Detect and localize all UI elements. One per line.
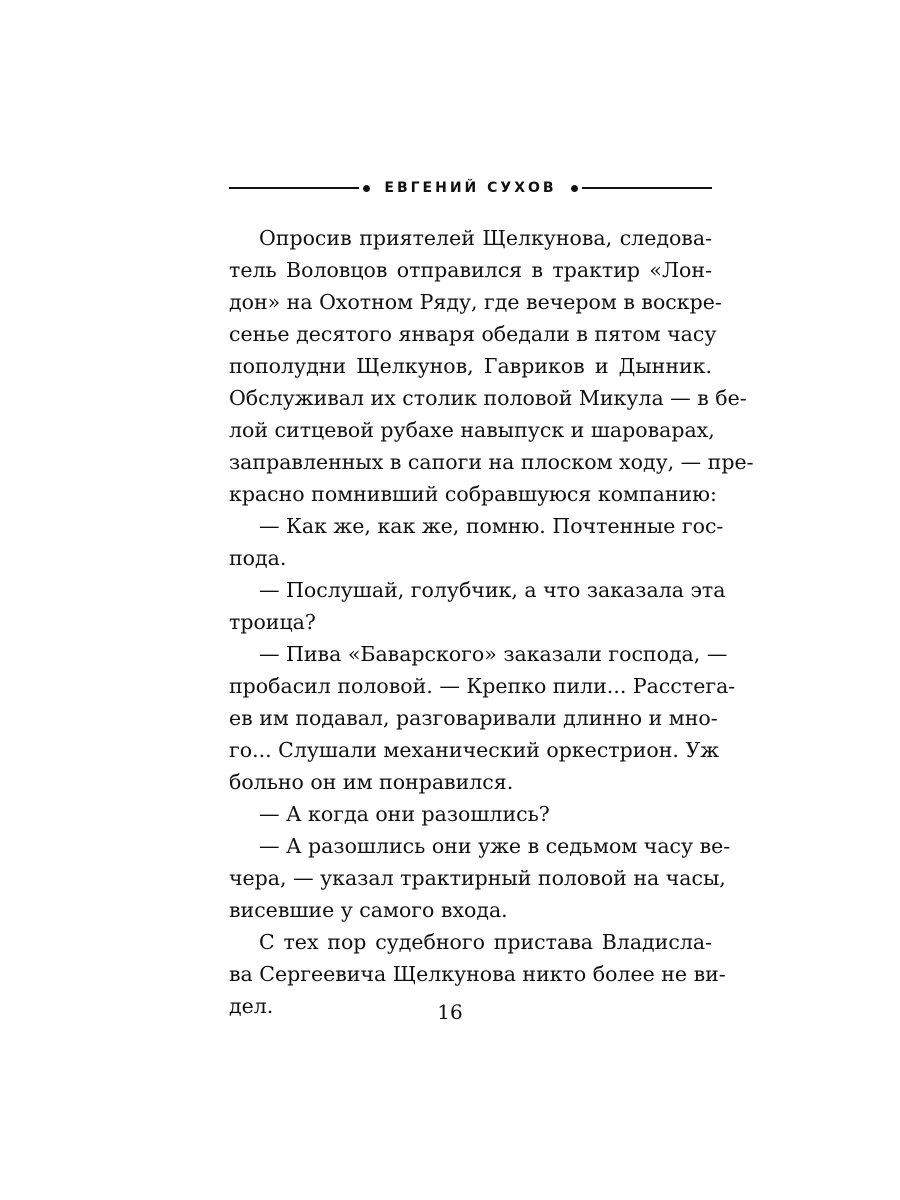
text-line: го... Слушали механический оркестрион. Уж <box>229 738 720 762</box>
text-line: Опросив приятелей Щелкунова, следова- <box>259 226 712 250</box>
text-line: тель Воловцов отправился в трактир «Лон- <box>229 258 712 282</box>
text-line: — Пива «Баварского» заказали господа, — <box>259 642 728 666</box>
text-line: лой ситцевой рубахе навыпуск и шароварах, <box>229 418 715 442</box>
text-line: пополудни Щелкунов, Гавриков и Дынник. <box>229 354 712 378</box>
text-line: — Послушай, голубчик, а что заказала эта <box>259 578 726 602</box>
text-line: дон» на Охотном Ряду, где вечером в воскре- <box>229 290 722 314</box>
page-number: 16 <box>437 1000 463 1024</box>
text-line: пода. <box>229 546 287 570</box>
text-line: — Как же, как же, помню. Почтенные гос- <box>259 514 724 538</box>
text-line: красно помнивший собравшуюся компанию: <box>229 482 717 506</box>
text-line: заправленных в сапоги на плоском ходу, — пре- <box>229 450 754 474</box>
text-line: троица? <box>229 610 316 634</box>
text-line: чера, — указал трактирный половой на часы, <box>229 866 726 890</box>
running-head-dot-left <box>363 185 370 192</box>
text-line: пробасил половой. — Крепко пили... Расстега- <box>229 674 736 698</box>
text-line: ва Сергеевича Щелкунова никто более не ви- <box>229 962 726 986</box>
running-head-rule-left <box>229 187 359 189</box>
running-head-author: ЕВГЕНИЙ СУХОВ <box>384 180 557 196</box>
body-text <box>229 222 754 1022</box>
text-line: сенье десятого января обедали в пятом часу <box>229 322 717 346</box>
running-head-rule-right <box>582 187 712 189</box>
running-head-dot-right <box>571 185 578 192</box>
text-line: — А разошлись они уже в седьмом часу ве- <box>259 834 731 858</box>
running-head <box>229 176 712 200</box>
text-line: больно он им понравился. <box>229 770 514 794</box>
text-line: Обслуживал их столик половой Микула — в бе- <box>229 386 747 410</box>
text-line: С тех пор судебного пристава Владисла- <box>259 930 712 954</box>
text-line: — А когда они разошлись? <box>259 802 550 826</box>
text-line: дел. <box>229 994 274 1018</box>
text-line: висевшие у самого входа. <box>229 898 508 922</box>
text-line: ев им подавал, разговаривали длинно и мно- <box>229 706 718 730</box>
